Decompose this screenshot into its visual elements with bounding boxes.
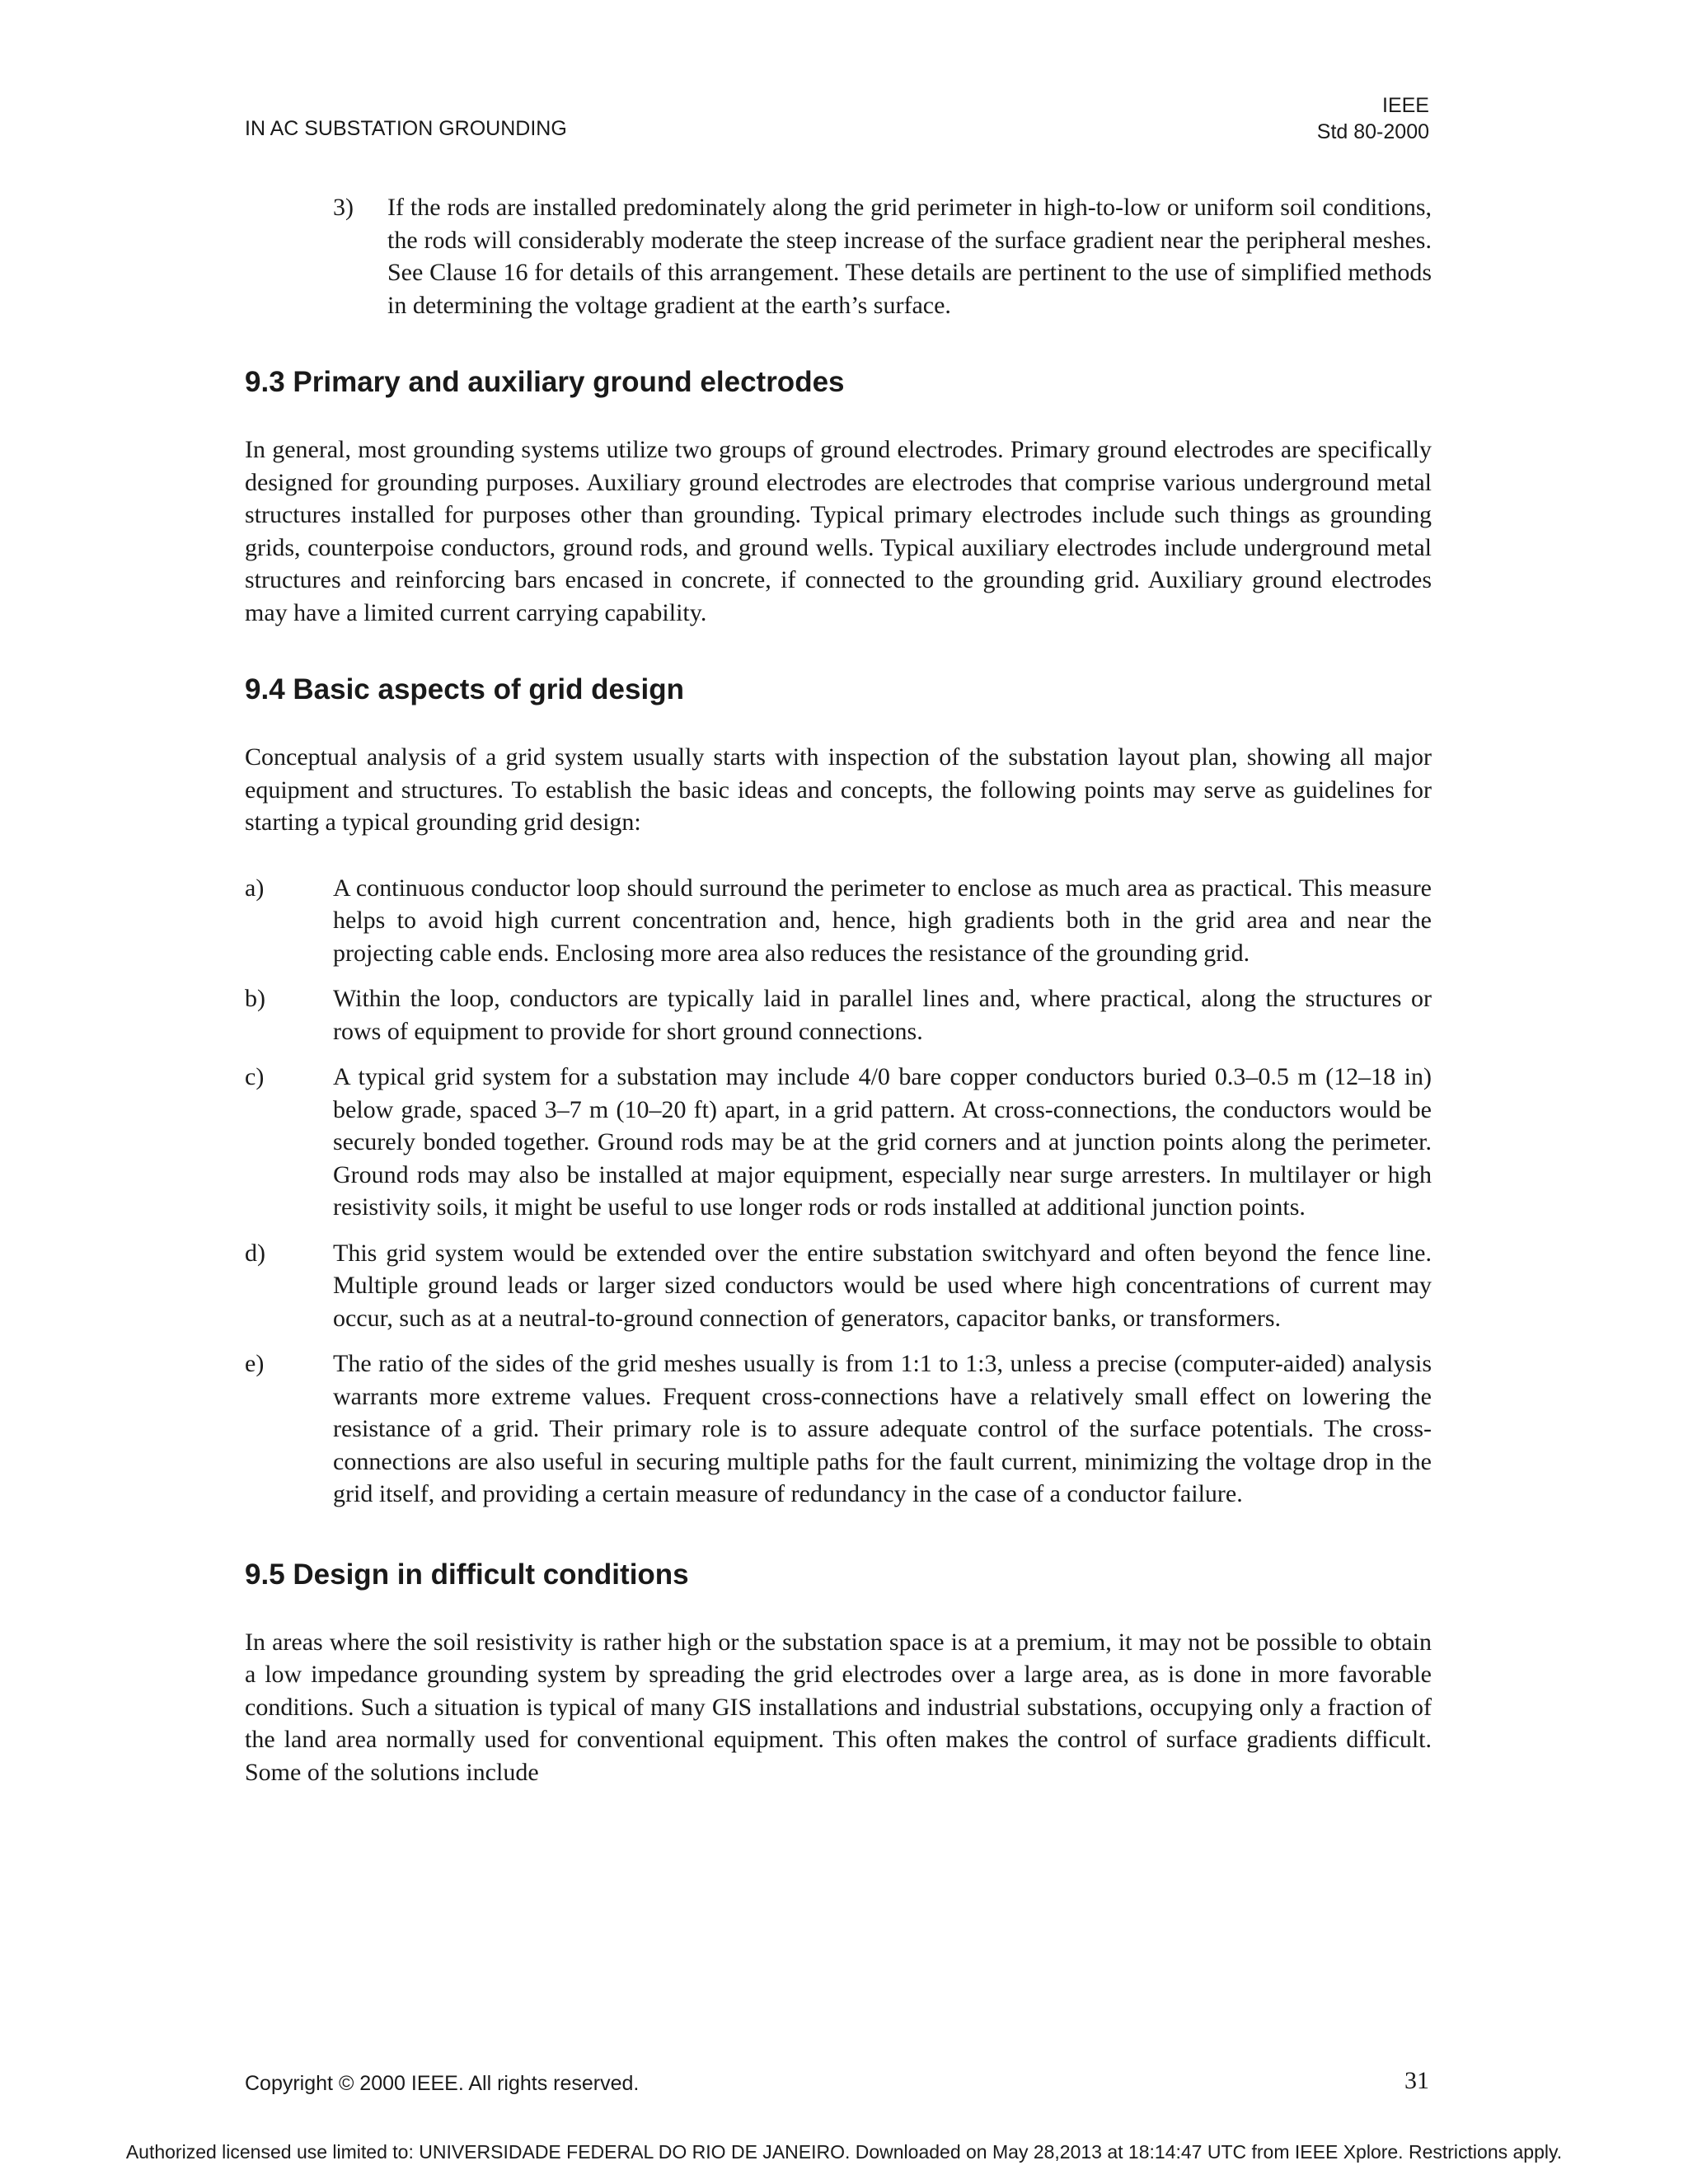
section-9-3-paragraph: In general, most grounding systems utilize two groups of ground electrodes. Primary ground electrodes are specifically designed for grounding purposes. Auxiliary ground electrodes are electrodes that comprise various underground metal structures installed for purposes other than grounding. Typical primary electrodes include such things as grounding grids, counterpoise conductors, ground rods, and ground wells. Typical auxiliary electrodes include underground metal structures and reinforcing bars encased in concrete, if connected to the grounding grid. Auxiliary ground electrodes may have a limited current carrying capability. bbox=[245, 436, 1432, 626]
section-heading-9-5: 9.5 Design in difficult conditions bbox=[245, 1558, 689, 1591]
header-ieee: IEEE bbox=[1382, 94, 1429, 117]
list-item bbox=[245, 1347, 1432, 1511]
list-item-text: The ratio of the sides of the grid meshes usually is from 1:1 to 1:3, unless a precise (computer-aided) analysis warrants more extreme values. Frequent cross-connections have a relatively small effect on lowering the resistance of a grid. Their primary role is to assure adequate control of the surface potentials. The cross-connections are also useful in securing multiple paths for the fault current, minimizing the voltage drop in the grid itself, and providing a certain measure of redundancy in the case of a conductor failure. bbox=[333, 1350, 1432, 1507]
copyright-notice: Copyright © 2000 IEEE. All rights reserved. bbox=[245, 2072, 640, 2095]
section-9-4-paragraph: Conceptual analysis of a grid system usually starts with inspection of the substation layout plan, showing all major equipment and structures. To establish the basic ideas and concepts, the following points may serve as guidelines for starting a typical grounding grid design: bbox=[245, 743, 1432, 836]
list-item bbox=[245, 1061, 1432, 1224]
list-item bbox=[245, 872, 1432, 970]
list-item-label: b) bbox=[245, 985, 265, 1012]
list-item-label: a) bbox=[245, 874, 265, 902]
list-item bbox=[245, 1237, 1432, 1335]
list-item-text: This grid system would be extended over the entire substation switchyard and often beyond the fence line. Multiple ground leads or larger sized conductors would be used where high concentrations of current may occur, such as at a neutral-to-ground connection of generators, capacitor banks, or transformers. bbox=[333, 1239, 1432, 1332]
list-item-text: A typical grid system for a substation may include 4/0 bare copper conductors buried 0.3–0.5 m (12–18 in) below grade, spaced 3–7 m (10–20 ft) apart, in a grid pattern. At cross-connections, the conductors would be securely bonded together. Ground rods may be at the grid corners and at junction points along the perimeter. Ground rods may also be installed at major equipment, especially near surge arresters. In multilayer or high resistivity soils, it might be useful to use longer rods or rods installed at additional junction points. bbox=[333, 1063, 1432, 1221]
page-number: 31 bbox=[1404, 2067, 1429, 2094]
list-item-text: If the rods are installed predominately along the grid perimeter in high-to-low or uniform soil conditions, the rods will considerably moderate the steep increase of the surface gradient near the peripheral meshes. See Clause 16 for details of this arrangement. These details are pertinent to the use of simplified methods in determining the voltage gradient at the earth’s surface. bbox=[387, 194, 1432, 319]
running-header-standard bbox=[1317, 92, 1429, 145]
section-heading-9-3: 9.3 Primary and auxiliary ground electrodes bbox=[245, 366, 845, 398]
license-notice: Authorized licensed use limited to: UNIVERSIDADE FEDERAL DO RIO DE JANEIRO. Downloaded on May 28,2013 at 18:14:47 UTC from IEEE Xplore. Restrictions apply. bbox=[125, 2141, 1563, 2163]
list-item-3 bbox=[333, 191, 1432, 321]
guidelines-list bbox=[245, 872, 1432, 1511]
list-item bbox=[245, 982, 1432, 1047]
list-item-label: d) bbox=[245, 1239, 265, 1267]
section-heading-9-4: 9.4 Basic aspects of grid design bbox=[245, 673, 684, 705]
page-body bbox=[245, 191, 1432, 1788]
section-9-5-paragraph: In areas where the soil resistivity is rather high or the substation space is at a premium, it may not be possible to obtain a low impedance grounding system by spreading the grid electrodes over a large area, as is done in more favorable conditions. Such a situation is typical of many GIS installations and industrial substations, occupying only a fraction of the land area normally used for conventional equipment. This often makes the control of surface gradients difficult. Some of the solutions include bbox=[245, 1628, 1432, 1786]
list-item-label: c) bbox=[245, 1063, 265, 1090]
running-header-title: IN AC SUBSTATION GROUNDING bbox=[245, 117, 567, 140]
list-item-text: A continuous conductor loop should surround the perimeter to enclose as much area as practical. This measure helps to avoid high current concentration and, hence, high gradients both in the grid area and near the projecting cable ends. Enclosing more area also reduces the resistance of the grounding grid. bbox=[333, 874, 1432, 967]
list-item-label: e) bbox=[245, 1350, 265, 1377]
list-item-label: 3) bbox=[333, 194, 354, 221]
header-std-number: Std 80-2000 bbox=[1316, 120, 1429, 143]
list-item-text: Within the loop, conductors are typically laid in parallel lines and, where practical, along the structures or rows of equipment to provide for short ground connections. bbox=[333, 985, 1432, 1045]
